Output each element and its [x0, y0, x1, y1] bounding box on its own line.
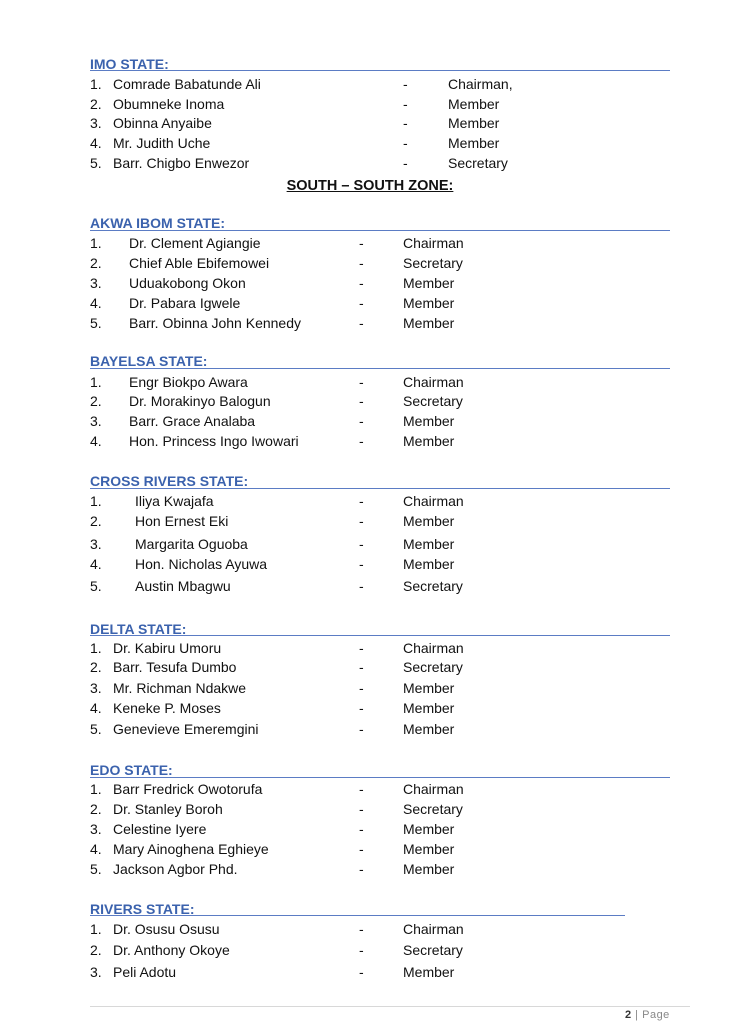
member-name: Mary Ainoghena Eghieye	[113, 841, 269, 857]
section-divider	[90, 70, 670, 71]
member-name: Barr. Tesufa Dumbo	[113, 659, 237, 675]
member-number: 1.	[90, 374, 102, 390]
member-name: Dr. Morakinyo Balogun	[129, 393, 271, 409]
member-role: Chairman	[403, 493, 464, 509]
member-role: Member	[403, 295, 455, 311]
member-number: 3.	[90, 680, 102, 696]
page-footer	[625, 1009, 670, 1021]
member-row	[0, 273, 700, 293]
member-name: Barr. Obinna John Kennedy	[129, 315, 302, 331]
member-name: Mr. Judith Uche	[113, 135, 211, 151]
zone-title: SOUTH – SOUTH ZONE:	[286, 178, 454, 194]
member-name: Dr. Clement Agiangie	[129, 235, 261, 251]
member-name: Jackson Agbor Phd.	[113, 861, 238, 877]
member-row	[0, 431, 700, 451]
member-name: Hon. Princess Ingo Iwowari	[129, 433, 299, 449]
member-row	[0, 313, 700, 333]
member-number: 1.	[90, 493, 102, 509]
section-title-cross-rivers-state: CROSS RIVERS STATE:	[90, 473, 249, 489]
member-row	[0, 491, 700, 511]
member-number: 5.	[90, 578, 102, 594]
member-role: Secretary	[403, 255, 463, 271]
member-dash: -	[359, 721, 364, 737]
member-dash: -	[359, 255, 364, 271]
member-role: Member	[403, 413, 455, 429]
member-role: Member	[403, 536, 455, 552]
member-name: Mr. Richman Ndakwe	[113, 680, 247, 696]
section-divider	[90, 635, 670, 636]
member-name: Engr Biokpo Awara	[129, 374, 248, 390]
member-role: Member	[403, 821, 455, 837]
member-role: Member	[403, 513, 455, 529]
member-role: Secretary	[403, 578, 463, 594]
member-dash: -	[359, 841, 364, 857]
member-number: 3.	[90, 413, 102, 429]
member-row	[0, 511, 700, 531]
member-dash: -	[403, 96, 408, 112]
member-dash: -	[359, 659, 364, 675]
member-role: Member	[403, 275, 455, 291]
member-row	[0, 638, 700, 658]
member-dash: -	[403, 76, 408, 92]
member-name: Iliya Kwajafa	[135, 493, 214, 509]
member-dash: -	[359, 556, 364, 572]
member-name: Austin Mbagwu	[135, 578, 231, 594]
member-dash: -	[359, 578, 364, 594]
member-role: Member	[448, 135, 500, 151]
member-dash: -	[359, 640, 364, 656]
page-number: 2	[625, 1009, 632, 1021]
section-title-edo-state: EDO STATE:	[90, 762, 173, 778]
member-dash: -	[359, 801, 364, 817]
member-dash: -	[359, 374, 364, 390]
member-name: Dr. Stanley Boroh	[113, 801, 223, 817]
member-number: 2.	[90, 255, 102, 271]
member-role: Chairman	[403, 235, 464, 251]
member-number: 5.	[90, 721, 102, 737]
member-row	[0, 411, 700, 431]
member-row	[0, 799, 700, 819]
member-number: 4.	[90, 295, 102, 311]
section-title-delta-state: DELTA STATE:	[90, 621, 187, 637]
member-name: Hon Ernest Eki	[135, 513, 229, 529]
member-dash: -	[359, 700, 364, 716]
member-role: Member	[403, 841, 455, 857]
footer-separator: |	[631, 1009, 643, 1021]
member-number: 1.	[90, 235, 102, 251]
member-row	[0, 534, 700, 554]
member-name: Obinna Anyaibe	[113, 115, 212, 131]
section-title-bayelsa-state: BAYELSA STATE:	[90, 353, 208, 369]
member-name: Uduakobong Okon	[129, 275, 246, 291]
member-name: Dr. Pabara Igwele	[129, 295, 241, 311]
member-number: 5.	[90, 155, 102, 171]
member-row	[0, 698, 700, 718]
member-row	[0, 678, 700, 698]
member-row	[0, 554, 700, 574]
member-name: Obumneke Inoma	[113, 96, 225, 112]
member-row	[0, 859, 700, 879]
member-role: Chairman	[403, 921, 464, 937]
member-row	[0, 133, 700, 153]
member-role: Secretary	[403, 801, 463, 817]
member-role: Member	[403, 556, 455, 572]
member-row	[0, 391, 700, 411]
member-row	[0, 372, 700, 392]
member-dash: -	[403, 115, 408, 131]
member-number: 2.	[90, 801, 102, 817]
member-row	[0, 919, 700, 939]
member-dash: -	[403, 135, 408, 151]
member-name: Genevieve Emeremgini	[113, 721, 259, 737]
member-role: Secretary	[403, 942, 463, 958]
member-number: 4.	[90, 433, 102, 449]
member-role: Chairman	[403, 781, 464, 797]
section-divider	[90, 230, 670, 231]
member-dash: -	[359, 393, 364, 409]
member-name: Barr Fredrick Owotorufa	[113, 781, 263, 797]
member-role: Secretary	[448, 155, 508, 171]
member-row	[0, 839, 700, 859]
member-dash: -	[359, 315, 364, 331]
member-number: 5.	[90, 861, 102, 877]
member-row	[0, 253, 700, 273]
member-role: Chairman,	[448, 76, 513, 92]
section-title-imo-state: IMO STATE:	[90, 56, 169, 72]
member-dash: -	[359, 235, 364, 251]
member-name: Barr. Chigbo Enwezor	[113, 155, 250, 171]
member-number: 3.	[90, 275, 102, 291]
member-row	[0, 233, 700, 253]
member-row	[0, 779, 700, 799]
member-role: Member	[403, 680, 455, 696]
member-dash: -	[359, 942, 364, 958]
member-role: Member	[403, 861, 455, 877]
member-dash: -	[403, 155, 408, 171]
section-divider	[90, 488, 670, 489]
member-dash: -	[359, 861, 364, 877]
page-label: Page	[642, 1009, 670, 1021]
member-dash: -	[359, 781, 364, 797]
member-role: Secretary	[403, 393, 463, 409]
member-role: Chairman	[403, 374, 464, 390]
member-number: 1.	[90, 781, 102, 797]
member-role: Member	[403, 700, 455, 716]
member-name: Hon. Nicholas Ayuwa	[135, 556, 268, 572]
member-dash: -	[359, 921, 364, 937]
member-name: Barr. Grace Analaba	[129, 413, 256, 429]
member-role: Member	[403, 315, 455, 331]
member-number: 2.	[90, 96, 102, 112]
member-role: Chairman	[403, 640, 464, 656]
member-number: 1.	[90, 640, 102, 656]
member-dash: -	[359, 964, 364, 980]
member-number: 4.	[90, 556, 102, 572]
member-row	[0, 74, 700, 94]
member-dash: -	[359, 536, 364, 552]
member-row	[0, 962, 700, 982]
member-dash: -	[359, 821, 364, 837]
member-row	[0, 293, 700, 313]
member-role: Member	[403, 433, 455, 449]
section-divider	[90, 915, 625, 916]
member-name: Dr. Kabiru Umoru	[113, 640, 222, 656]
member-number: 2.	[90, 942, 102, 958]
member-name: Dr. Anthony Okoye	[113, 942, 230, 958]
member-dash: -	[359, 493, 364, 509]
member-number: 3.	[90, 536, 102, 552]
member-row	[0, 819, 700, 839]
member-dash: -	[359, 295, 364, 311]
member-dash: -	[359, 413, 364, 429]
member-name: Chief Able Ebifemowei	[129, 255, 270, 271]
section-title-rivers-state: RIVERS STATE:	[90, 901, 195, 917]
member-number: 4.	[90, 700, 102, 716]
member-name: Dr. Osusu Osusu	[113, 921, 220, 937]
member-row	[0, 94, 700, 114]
section-divider	[90, 368, 670, 369]
member-number: 4.	[90, 841, 102, 857]
member-name: Peli Adotu	[113, 964, 177, 980]
member-number: 1.	[90, 921, 102, 937]
member-role: Member	[403, 964, 455, 980]
section-divider	[90, 777, 670, 778]
member-dash: -	[359, 433, 364, 449]
member-row	[0, 153, 700, 173]
member-name: Margarita Oguoba	[135, 536, 248, 552]
member-number: 3.	[90, 821, 102, 837]
member-dash: -	[359, 680, 364, 696]
footer-divider	[90, 1006, 690, 1007]
member-number: 3.	[90, 964, 102, 980]
member-number: 3.	[90, 115, 102, 131]
member-number: 1.	[90, 76, 102, 92]
member-dash: -	[359, 275, 364, 291]
member-number: 4.	[90, 135, 102, 151]
member-number: 2.	[90, 659, 102, 675]
member-role: Secretary	[403, 659, 463, 675]
member-name: Celestine Iyere	[113, 821, 207, 837]
member-row	[0, 576, 700, 596]
member-name: Comrade Babatunde Ali	[113, 76, 261, 92]
member-number: 2.	[90, 513, 102, 529]
section-title-akwa-ibom-state: AKWA IBOM STATE:	[90, 215, 226, 231]
member-dash: -	[359, 513, 364, 529]
member-row	[0, 719, 700, 739]
member-role: Member	[448, 96, 500, 112]
member-number: 5.	[90, 315, 102, 331]
member-number: 2.	[90, 393, 102, 409]
member-role: Member	[403, 721, 455, 737]
member-row	[0, 940, 700, 960]
member-role: Member	[448, 115, 500, 131]
member-row	[0, 657, 700, 677]
member-name: Keneke P. Moses	[113, 700, 221, 716]
member-row	[0, 113, 700, 133]
